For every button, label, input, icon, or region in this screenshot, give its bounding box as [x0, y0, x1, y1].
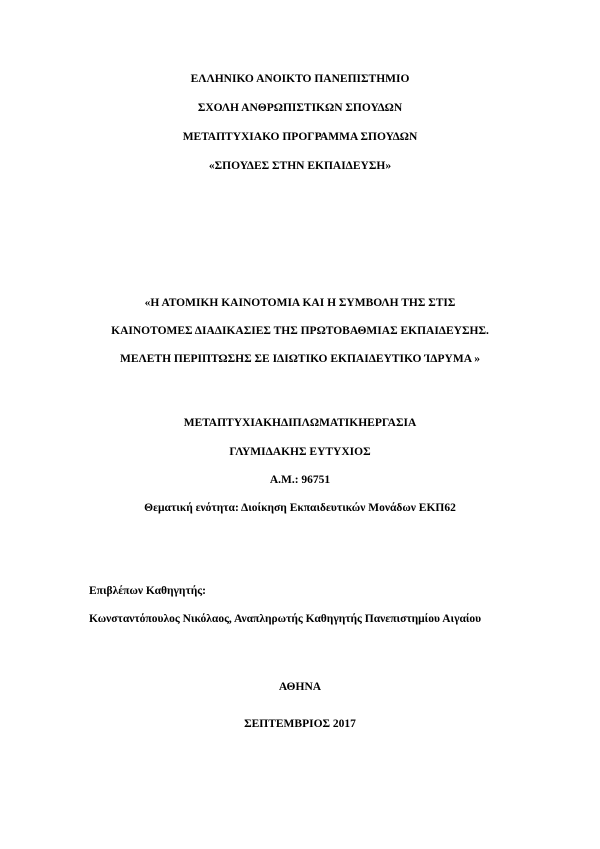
program-label: ΜΕΤΑΠΤΥΧΙΑΚΟ ΠΡΟΓΡΑΜΜΑ ΣΠΟΥΔΩΝ	[182, 131, 418, 143]
university-name: ΕΛΛΗΝΙΚΟ ΑΝΟΙΚΤΟ ΠΑΝΕΠΙΣΤΗΜΙΟ	[190, 73, 410, 85]
student-id: Α.Μ.: 96751	[269, 474, 331, 486]
city: ΑΘΗΝΑ	[278, 681, 322, 693]
program-name: «ΣΠΟΥΔΕΣ ΣΤΗΝ ΕΚΠΑΙΔΕΥΣΗ»	[208, 160, 392, 172]
thematic-unit: Θεματική ενότητα: Διοίκηση Εκπαιδευτικών Μονάδων ΕΚΠ62	[144, 502, 456, 514]
thesis-title-line-1: «Η ΑΤΟΜΙΚΗ ΚΑΙΝΟΤΟΜΙΑ ΚΑΙ Η ΣΥΜΒΟΛΗ ΤΗΣ ΣΤΙΣ	[144, 297, 456, 309]
date: ΣΕΠΤΕΜΒΡΙΟΣ 2017	[244, 718, 356, 730]
author-name: ΓΛΥΜΙΔΑΚΗΣ ΕΥΤΥΧΙΟΣ	[229, 446, 371, 458]
thesis-type: ΜΕΤΑΠΤΥΧΙΑΚΗΔΙΠΛΩΜΑΤΙΚΗΕΡΓΑΣΙΑ	[183, 417, 417, 429]
supervisor-label: Επιβλέπων Καθηγητής:	[89, 585, 206, 597]
school-name: ΣΧΟΛΗ ΑΝΘΡΩΠΙΣΤΙΚΩΝ ΣΠΟΥΔΩΝ	[197, 102, 403, 114]
thesis-title-line-3: ΜΕΛΕΤΗ ΠΕΡΙΠΤΩΣΗΣ ΣΕ ΙΔΙΩΤΙΚΟ ΕΚΠΑΙΔΕΥΤΙΚΟ ΊΔΡΥΜΑ »	[119, 353, 480, 365]
supervisor-name: Κωνσταντόπουλος Νικόλαος, Αναπληρωτής Καθηγητής Πανεπιστημίου Αιγαίου	[89, 613, 482, 625]
thesis-title-line-2: ΚΑΙΝΟΤΟΜΕΣ ΔΙΑΔΙΚΑΣΙΕΣ ΤΗΣ ΠΡΩΤΟΒΑΘΜΙΑΣ ΕΚΠΑΙΔΕΥΣΗΣ.	[111, 325, 489, 337]
